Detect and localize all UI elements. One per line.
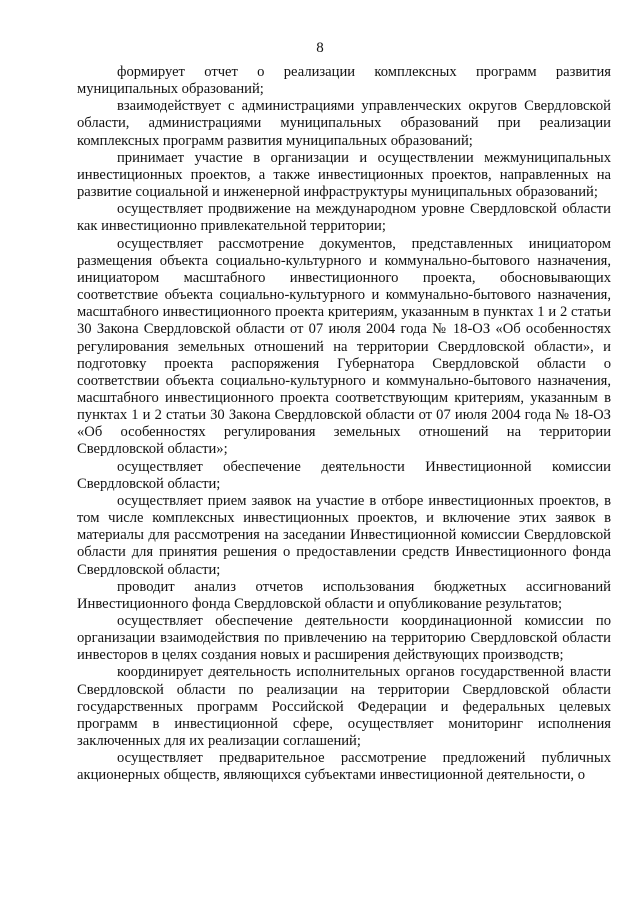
paragraph: осуществляет прием заявок на участие в отборе инвестиционных проектов, в том числе комплексных инвестиционных проектов, и включение этих заявок в материалы для рассмотрения на заседании Инвестиционной комиссии Свердловской области для принятия решения о предоставлении средств Инвестиционного фонда Свердловской области;: [77, 492, 611, 578]
paragraph: координирует деятельность исполнительных органов государственной власти Свердловской области по реализации на территории Свердловской области государственных программ Российской Федерации и федеральных целевых программ в инвестиционной сфере, осуществляет мониторинг исполнения заключенных для их реализации соглашений;: [77, 664, 611, 750]
paragraph: формирует отчет о реализации комплексных программ развития муниципальных образований;: [77, 64, 611, 98]
paragraph: осуществляет обеспечение деятельности координационной комиссии по организации взаимодействия по привлечению на территорию Свердловской области инвесторов в целях создания новых и расширения действующих производств;: [77, 613, 611, 664]
page-number: 8: [316, 40, 324, 56]
paragraph: осуществляет рассмотрение документов, представленных инициатором размещения объекта социально-культурного и коммунально-бытового назначения, инициатором масштабного инвестиционного проекта, обосновывающих соответствие объекта социально-культурного и коммунально-бытового назначения, масштабного инвестиционного проекта критериям, указанным в пунктах 1 и 2 статьи 30 Закона Свердловской области от 07 июля 2004 года № 18-ОЗ «Об особенностях регулирования земельных отношений на территории Свердловской области», и подготовку проекта распоряжения Губернатора Свердловской области о соответствии объекта социально-культурного и коммунально-бытового назначения, масштабного инвестиционного проекта соответствующим критериям, указанным в пунктах 1 и 2 статьи 30 Закона Свердловской области от 07 июля 2004 года № 18-ОЗ «Об особенностях регулирования земельных отношений на территории Свердловской области»;: [77, 235, 611, 458]
paragraph: принимает участие в организации и осуществлении межмуниципальных инвестиционных проектов, а также инвестиционных проектов, направленных на развитие социальной и инженерной инфраструктуры муниципальных образований;: [77, 149, 611, 201]
paragraph: проводит анализ отчетов использования бюджетных ассигнований Инвестиционного фонда Свердловской области и опубликование результатов;: [77, 578, 611, 612]
paragraph: осуществляет предварительное рассмотрение предложений публичных акционерных обществ, являющихся субъектами инвестиционной деятельности, о: [77, 750, 611, 784]
paragraph: взаимодействует с администрациями управленческих округов Свердловской области, администрациями муниципальных образований при реализации комплексных программ развития муниципальных образований;: [77, 98, 611, 149]
document-body: [77, 64, 611, 785]
paragraph: осуществляет продвижение на международном уровне Свердловской области как инвестиционно привлекательной территории;: [77, 201, 611, 235]
paragraph: осуществляет обеспечение деятельности Инвестиционной комиссии Свердловской области;: [77, 458, 611, 492]
